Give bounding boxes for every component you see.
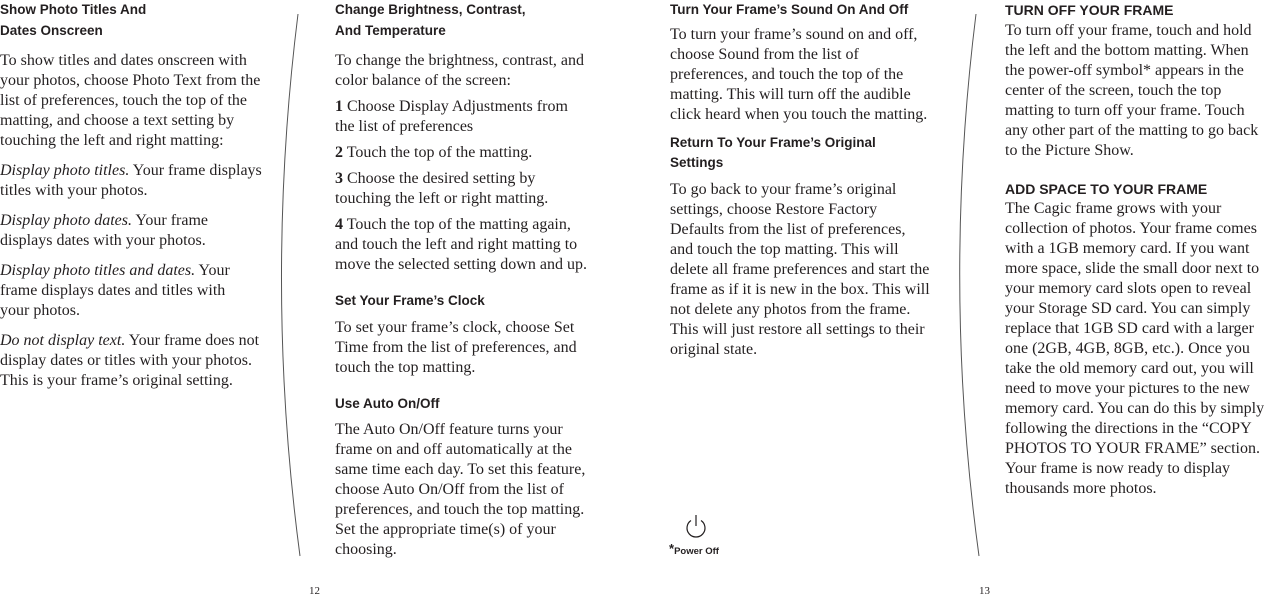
option-no-text <box>0 331 262 391</box>
add-space-text: The Cagic frame grows with your collection of photos. Your frame comes with a 1GB memory card. If you want more space, slide the small door next to your memory card slots open to reveal your Storage SD card. You can simply replace that 1GB SD card with a larger one (2GB, 4GB, 8GB, etc.). Once you take the old memory card out, you will need to move your pictures to the new memory card. You can do this by simply following the directions in the “COPY PHOTOS TO YOUR FRAME” section. Your frame is now ready to display thousands more photos. <box>1005 200 1264 497</box>
sound-text: To turn your frame’s sound on and off, choose Sound from the list of preferences, and touch the top of the matting. This will turn off the audible click heard when you touch the matting. <box>670 25 928 123</box>
option-display-titles <box>0 161 262 201</box>
step-text: Touch the top of the matting. <box>346 144 533 161</box>
heading-line-1: Return To Your Frame’s Original <box>670 134 876 150</box>
step-number: 4 <box>335 216 343 233</box>
step-text: Choose the desired setting by touching the left or right matting. <box>335 170 549 207</box>
page-number-left: 12 <box>309 585 320 597</box>
step-3 <box>335 169 593 209</box>
column-display-settings <box>335 0 593 560</box>
step-number: 3 <box>335 170 343 187</box>
step-text: Choose Display Adjustments from the list of preferences <box>335 98 568 135</box>
brightness-intro: To change the brightness, contrast, and color balance of the screen: <box>335 52 585 89</box>
column-power-storage <box>1005 0 1264 499</box>
option-display-titles-and-dates <box>0 261 236 321</box>
asterisk: * <box>669 541 675 556</box>
heading-line-2: Dates Onscreen <box>0 22 103 38</box>
step-1 <box>335 97 571 137</box>
option-term: Do not display text. <box>0 332 126 349</box>
power-off-caption <box>669 543 719 558</box>
heading-turn-off: TURN OFF YOUR FRAME <box>1005 2 1174 18</box>
heading-restore-defaults <box>670 133 932 174</box>
heading-auto-on-off: Use Auto On/Off <box>335 395 440 411</box>
option-desc: Your frame displays titles with your photos. <box>0 162 262 199</box>
step-2 <box>335 143 593 163</box>
option-term: Display photo dates. <box>0 212 132 229</box>
right-page-fold-curve <box>960 14 979 556</box>
heading-line-1: Change Brightness, Contrast, <box>335 2 526 17</box>
heading-set-clock: Set Your Frame’s Clock <box>335 293 485 308</box>
heading-show-photo-titles <box>0 0 262 41</box>
defaults-text: To go back to your frame’s original settings, choose Restore Factory Defaults from the list of preferences, and touch the top matting. This will delete all frame preferences and start the frame as if it is new in the box. This will not delete any photos from the frame. This will just restore all settings to their original state. <box>670 180 930 358</box>
option-desc: Your frame does not display dates or titles with your photos. This is your frame’s original setting. <box>0 332 260 389</box>
heading-sound: Turn Your Frame’s Sound On And Off <box>670 2 909 17</box>
photo-text-intro: To show titles and dates onscreen with your photos, choose Photo Text from the list of preferences, touch the top of the matting, and choose a text setting by touching the left and right matting: <box>0 52 261 149</box>
option-term: Display photo titles. <box>0 162 130 179</box>
auto-on-off-text: The Auto On/Off feature turns your frame on and off automatically at the same time each day. To set this feature, choose Auto On/Off from the list of preferences, and touch the top matting. Set the appropriate time(s) of your choosing. <box>335 421 586 558</box>
turn-off-text: To turn off your frame, touch and hold the left and the bottom matting. When the power-off symbol* appears in the center of the screen, touch the top matting to turn off your frame. Touch any other part of the matting to go back to the Picture Show. <box>1005 21 1259 159</box>
step-number: 2 <box>335 144 343 161</box>
option-desc: Your frame displays dates and titles with your photos. <box>0 262 230 319</box>
option-desc: Your frame displays dates with your photos. <box>0 212 208 249</box>
left-page-fold-curve <box>281 14 300 556</box>
option-term: Display photo titles and dates. <box>0 262 196 279</box>
column-sound-defaults <box>670 0 932 360</box>
heading-line-1: Show Photo Titles And <box>0 2 147 17</box>
power-off-icon <box>683 513 709 541</box>
heading-brightness <box>335 0 593 41</box>
step-number: 1 <box>335 98 343 115</box>
option-display-dates <box>0 211 262 251</box>
clock-text: To set your frame’s clock, choose Set Time from the list of preferences, and touch the top matting. <box>335 318 577 376</box>
page-number-right: 13 <box>979 585 990 597</box>
column-photo-text <box>0 0 262 391</box>
heading-line-2: And Temperature <box>335 22 446 38</box>
power-off-label: Power Off <box>674 546 719 557</box>
heading-add-space: ADD SPACE TO YOUR FRAME <box>1005 180 1208 197</box>
step-text: Touch the top of the matting again, and touch the left and right matting to move the selected setting down and up. <box>335 216 587 273</box>
heading-line-2: Settings <box>670 155 724 170</box>
step-4 <box>335 215 593 275</box>
